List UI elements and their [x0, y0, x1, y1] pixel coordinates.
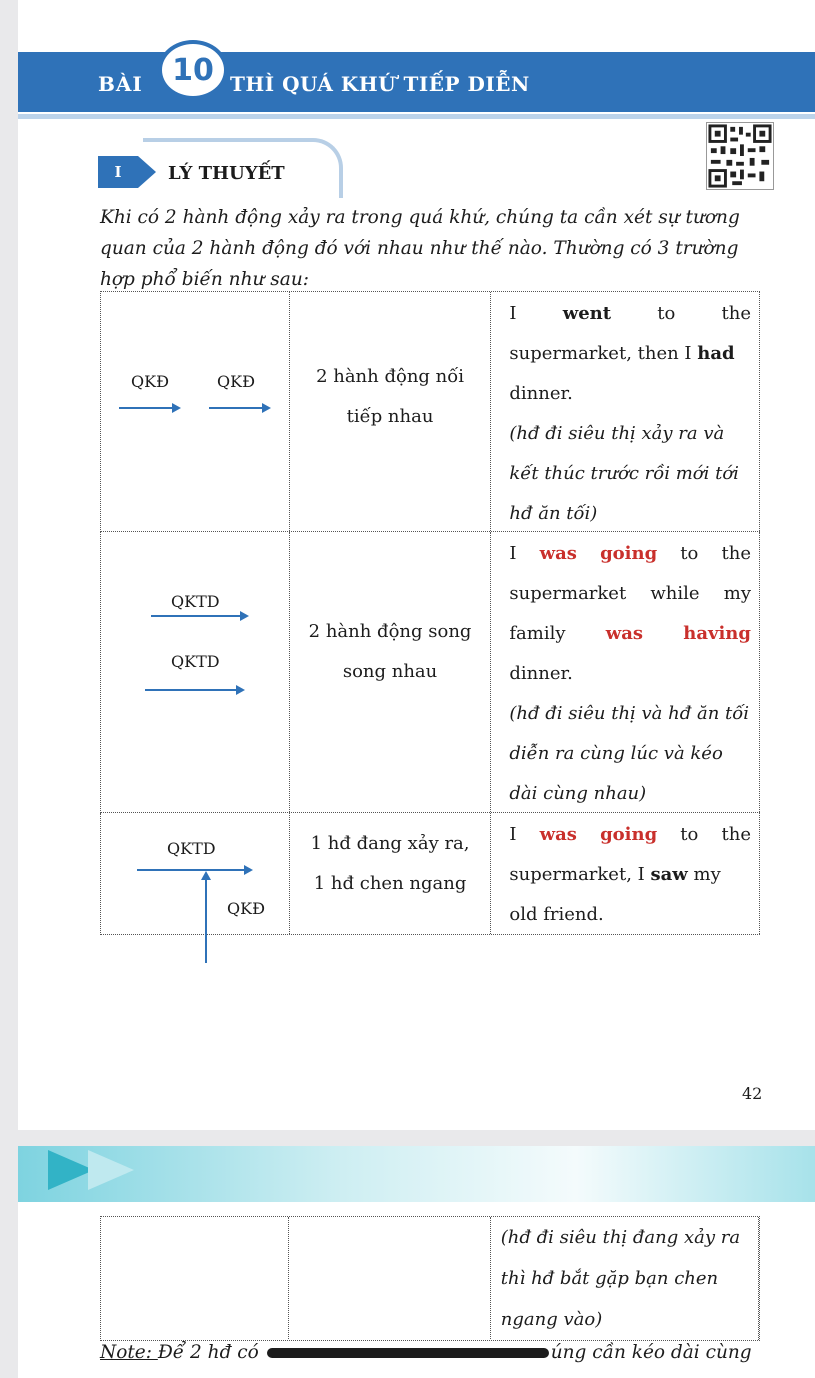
note-text: úng cần kéo dài cùng	[550, 1342, 752, 1363]
table-row	[100, 291, 760, 532]
case-description-line: 1 hđ đang xảy ra,	[310, 832, 470, 854]
example-explanation: (hđ đi siêu thị xảy ra và	[509, 423, 725, 444]
example-text: my	[687, 864, 721, 885]
lesson-number-badge: 10	[158, 40, 228, 100]
section-title: LÝ THUYẾT	[168, 163, 285, 184]
example-text: supermarket, I	[509, 864, 651, 885]
timeline-diagram	[101, 532, 290, 812]
tense-table	[100, 291, 760, 935]
case-description-line: tiếp nhau	[346, 405, 434, 427]
case-description	[290, 532, 492, 812]
table-row	[100, 532, 760, 813]
case-description	[290, 292, 492, 531]
case-description-line: 2 hành động nối	[316, 365, 465, 387]
example-word: my	[723, 583, 751, 604]
page-header-strip	[18, 1146, 815, 1202]
qr-code-icon[interactable]	[706, 122, 774, 190]
arrow-right-icon	[137, 869, 251, 871]
example-cell	[491, 813, 760, 934]
page-number: 42	[742, 1084, 763, 1103]
page-42	[18, 0, 815, 1130]
arrow-up-icon	[205, 877, 207, 963]
example-explanation: dài cùng nhau)	[509, 783, 647, 804]
example-word: while	[650, 583, 700, 604]
example-word: I	[509, 303, 517, 324]
timeline-label: QKTD	[171, 592, 220, 611]
example-word: the	[721, 824, 751, 845]
banner-underline	[18, 114, 815, 119]
example-word: saw	[650, 864, 688, 885]
arrow-right-icon	[209, 407, 269, 409]
example-word: to	[680, 543, 699, 564]
section-arrow-icon	[138, 156, 156, 188]
example-word: the	[721, 303, 751, 324]
example-word: I	[509, 543, 517, 564]
example-word: went	[562, 303, 612, 324]
example-word: to	[657, 303, 676, 324]
example-word: going	[600, 824, 658, 845]
empty-cell	[289, 1217, 490, 1339]
case-description-line: 1 hđ chen ngang	[313, 872, 467, 894]
timeline-label: QKĐ	[227, 899, 265, 918]
case-description-line: song nhau	[342, 661, 438, 682]
example-word: was	[539, 824, 577, 845]
example-word: was	[605, 623, 644, 644]
example-text: supermarket, then I	[509, 343, 698, 364]
example-explanation: ngang vào)	[500, 1309, 603, 1330]
example-word: was	[539, 543, 577, 564]
section-index: I	[98, 156, 138, 188]
intro-paragraph	[100, 202, 780, 295]
example-text: dinner.	[509, 383, 573, 404]
example-explanation: hđ ăn tối)	[509, 503, 598, 524]
timeline-label: QKTD	[171, 652, 220, 671]
note-line	[100, 1342, 790, 1363]
example-word: family	[509, 623, 566, 644]
example-explanation: diễn ra cùng lúc và kéo	[509, 743, 723, 764]
page-43	[18, 1146, 815, 1378]
intro-line: hợp phổ biến như sau:	[100, 269, 309, 290]
empty-cell	[101, 1217, 289, 1339]
redaction-scribble	[267, 1348, 549, 1358]
example-text: dinner.	[509, 663, 573, 684]
intro-line: Khi có 2 hành động xảy ra trong quá khứ, chúng ta cần xét sự tương	[100, 207, 740, 228]
example-word: to	[680, 824, 699, 845]
timeline-label: QKĐ	[131, 372, 169, 391]
example-word: had	[697, 343, 735, 364]
example-word: I	[509, 824, 517, 845]
example-text: old friend.	[509, 904, 604, 925]
case-description	[290, 813, 492, 934]
example-cell	[491, 292, 760, 531]
example-cell	[491, 1217, 759, 1340]
case-description-line: 2 hành động song	[308, 621, 472, 642]
timeline-label: QKĐ	[217, 372, 255, 391]
decorative-arrow-icon	[88, 1150, 134, 1190]
example-word: the	[721, 543, 751, 564]
arrow-right-icon	[145, 689, 243, 691]
example-word: having	[683, 623, 751, 644]
example-cell	[491, 532, 760, 812]
timeline-diagram	[101, 813, 290, 934]
note-text: Để 2 hđ có	[157, 1342, 259, 1363]
timeline-diagram	[101, 292, 290, 531]
timeline-label: QKTD	[167, 839, 216, 858]
note-label: Note:	[100, 1342, 158, 1363]
arrow-right-icon	[151, 615, 247, 617]
example-explanation: (hđ đi siêu thị và hđ ăn tối	[509, 703, 750, 724]
lesson-title: THÌ QUÁ KHỨ TIẾP DIỄN	[230, 72, 530, 96]
intro-line: quan của 2 hành động đó với nhau như thế nào. Thường có 3 trường	[100, 238, 739, 259]
example-word: going	[600, 543, 658, 564]
table-row	[100, 813, 760, 935]
example-explanation: thì hđ bắt gặp bạn chen	[500, 1268, 719, 1289]
example-word: supermarket	[509, 583, 627, 604]
lesson-word: BÀI	[98, 72, 143, 96]
example-explanation: kết thúc trước rồi mới tới	[509, 463, 739, 484]
arrow-right-icon	[119, 407, 179, 409]
example-explanation: (hđ đi siêu thị đang xảy ra	[500, 1227, 741, 1248]
tense-table-continued	[100, 1216, 760, 1341]
